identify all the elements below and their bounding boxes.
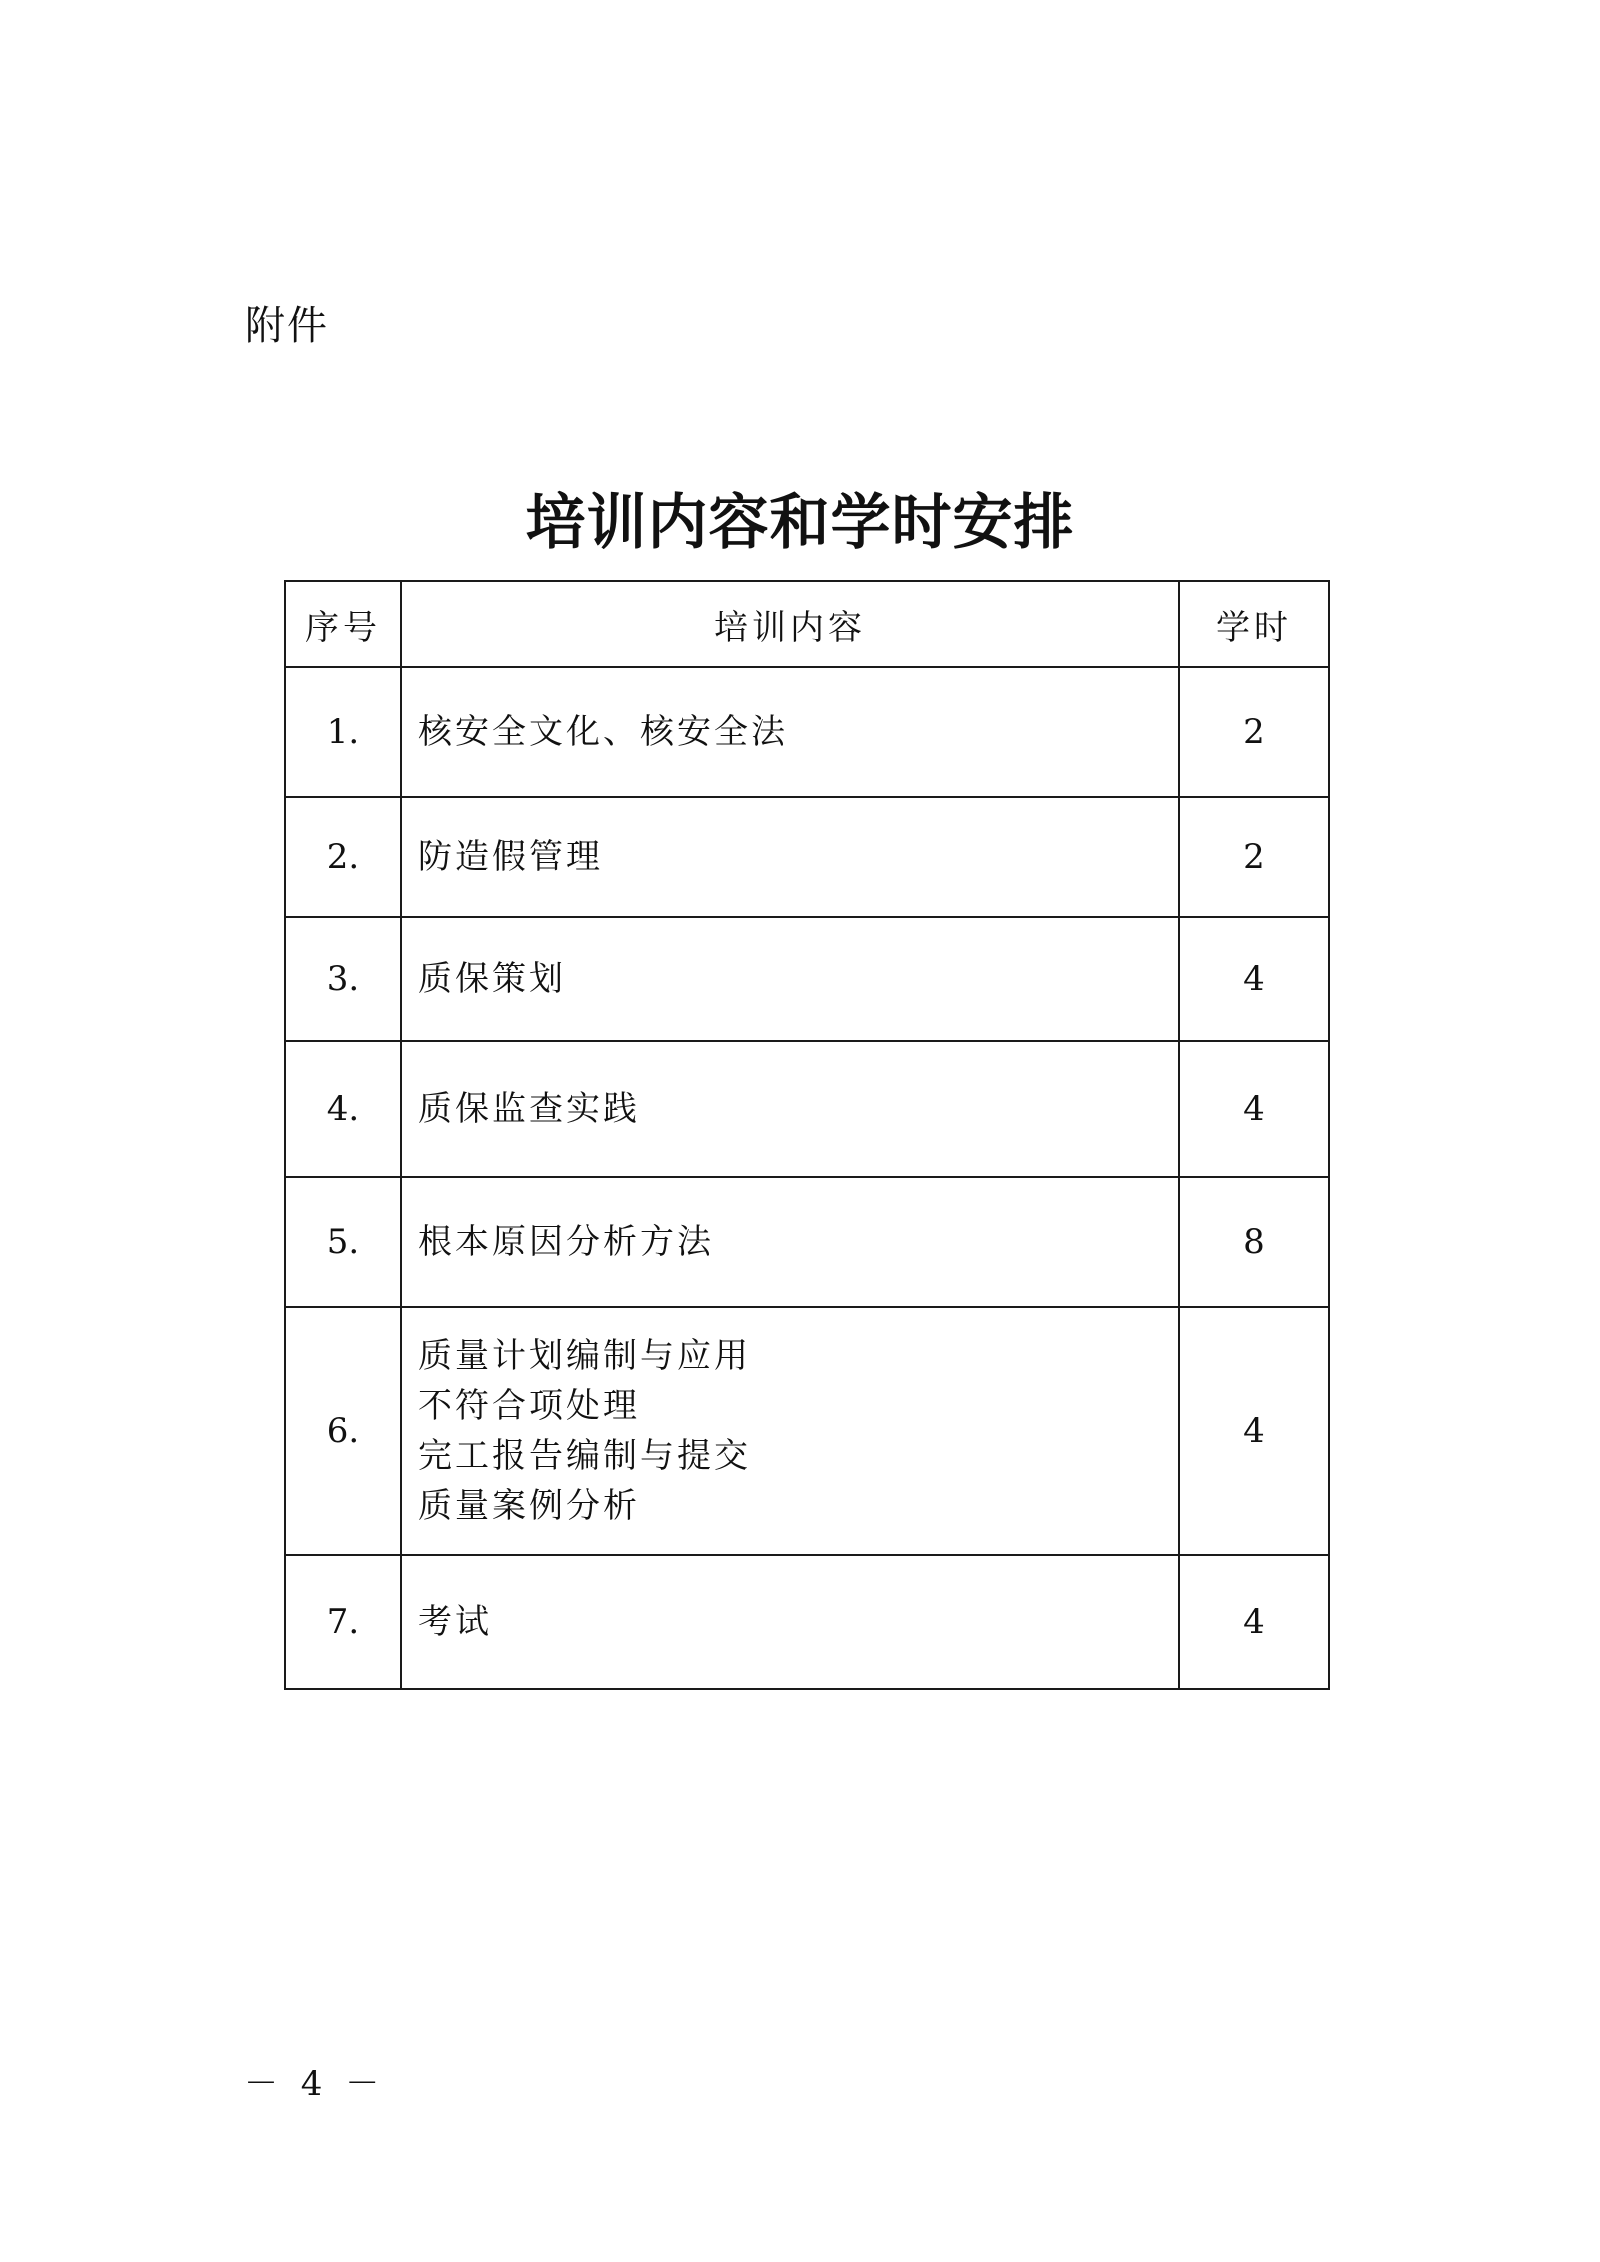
content-line: 根本原因分析方法 bbox=[418, 1222, 714, 1262]
training-schedule-table bbox=[284, 580, 1330, 1690]
row-training-content bbox=[401, 667, 1179, 797]
table-row bbox=[285, 797, 1329, 917]
row-class-hours: 8 bbox=[1179, 1177, 1329, 1307]
row-class-hours: 4 bbox=[1179, 1555, 1329, 1689]
row-class-hours: 4 bbox=[1179, 1307, 1329, 1555]
page-number: － 4 － bbox=[244, 2064, 386, 2104]
row-training-content bbox=[401, 1177, 1179, 1307]
row-training-content bbox=[401, 1555, 1179, 1689]
content-line: 质保策划 bbox=[418, 959, 566, 999]
table-row bbox=[285, 1041, 1329, 1177]
row-serial-number: 5. bbox=[285, 1177, 401, 1307]
row-training-content bbox=[401, 1307, 1179, 1555]
table-body bbox=[285, 667, 1329, 1689]
content-line: 完工报告编制与提交 bbox=[418, 1436, 751, 1476]
row-class-hours: 2 bbox=[1179, 667, 1329, 797]
content-line: 核安全文化、核安全法 bbox=[418, 712, 788, 752]
content-line: 质保监查实践 bbox=[418, 1089, 640, 1129]
table-row bbox=[285, 667, 1329, 797]
row-training-content bbox=[401, 1041, 1179, 1177]
content-line: 防造假管理 bbox=[418, 837, 603, 877]
row-serial-number: 4. bbox=[285, 1041, 401, 1177]
table-row bbox=[285, 1177, 1329, 1307]
document-title: 培训内容和学时安排 bbox=[525, 488, 1075, 558]
content-line: 考试 bbox=[418, 1602, 492, 1642]
header-serial-number: 序号 bbox=[285, 581, 401, 667]
row-training-content bbox=[401, 797, 1179, 917]
header-class-hours: 学时 bbox=[1179, 581, 1329, 667]
content-line: 质量计划编制与应用 bbox=[418, 1336, 751, 1376]
table-row bbox=[285, 1555, 1329, 1689]
table-header bbox=[285, 581, 1329, 667]
table-row bbox=[285, 1307, 1329, 1555]
header-training-content: 培训内容 bbox=[401, 581, 1179, 667]
table-row bbox=[285, 917, 1329, 1041]
row-class-hours: 4 bbox=[1179, 917, 1329, 1041]
table-header-row bbox=[285, 581, 1329, 667]
row-serial-number: 3. bbox=[285, 917, 401, 1041]
content-line: 质量案例分析 bbox=[418, 1486, 640, 1526]
content-line: 不符合项处理 bbox=[418, 1386, 640, 1426]
row-serial-number: 7. bbox=[285, 1555, 401, 1689]
row-serial-number: 2. bbox=[285, 797, 401, 917]
row-serial-number: 1. bbox=[285, 667, 401, 797]
row-class-hours: 2 bbox=[1179, 797, 1329, 917]
row-serial-number: 6. bbox=[285, 1307, 401, 1555]
attachment-label: 附件 bbox=[245, 303, 329, 349]
row-class-hours: 4 bbox=[1179, 1041, 1329, 1177]
row-training-content bbox=[401, 917, 1179, 1041]
